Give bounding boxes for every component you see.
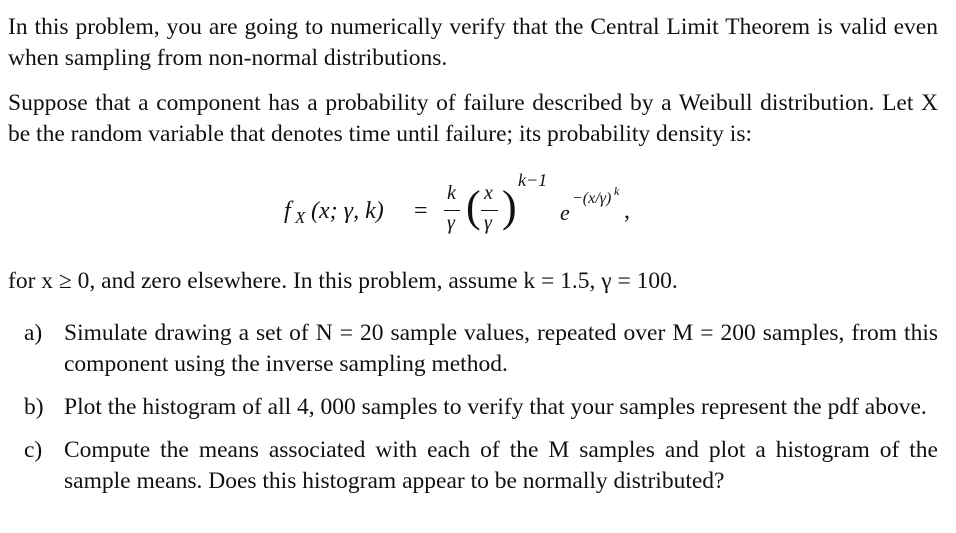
task-list (24, 318, 938, 497)
eq-f: f (284, 198, 291, 224)
eq-exp-base: e (560, 200, 570, 225)
eq-paren-open: ( (466, 182, 481, 231)
eq-paren-close: ) (502, 182, 517, 231)
task-text-a: Simulate drawing a set of N = 20 sample values, repeated over M = 200 samples, from this component using the inverse sampling method. (64, 320, 938, 377)
condition-block (8, 266, 938, 297)
intro-paragraph: In this problem, you are going to numerically verify that the Central Limit Theorem is valid even when sampling from non-normal distributions. (8, 14, 938, 71)
task-marker-b: b) (24, 394, 44, 420)
eq-frac2-line (481, 210, 498, 211)
eq-frac2-num: x (484, 182, 493, 204)
eq-equals: = (414, 198, 428, 224)
setup-paragraph: Suppose that a component has a probability of failure described by a Weibull distribution. Let X be the random variable that denotes time until failure; its probability density is: (8, 90, 938, 147)
eq-exp-power: −(x/γ) (572, 190, 612, 207)
task-marker-c: c) (24, 437, 43, 463)
eq-exp-power-k: k (614, 184, 620, 198)
eq-args: (x; γ, k) (311, 198, 384, 224)
condition-paragraph: for x ≥ 0, and zero elsewhere. In this problem, assume k = 1.5, γ = 100. (8, 268, 678, 294)
eq-frac1-line (444, 210, 460, 211)
eq-frac1-num: k (447, 182, 456, 204)
eq-frac1-den: γ (447, 212, 455, 234)
task-marker-a: a) (24, 320, 43, 346)
task-text-c: Compute the means associated with each of the M samples and plot a histogram of the sample means. Does this histogram appear to be normally distributed? (64, 437, 938, 494)
task-item-c (24, 435, 938, 497)
eq-frac2-den: γ (484, 212, 492, 234)
pdf-equation (284, 172, 704, 252)
eq-comma: , (624, 198, 630, 224)
eq-subscript: X (295, 208, 306, 227)
task-text-b: Plot the histogram of all 4, 000 samples to verify that your samples represent the pdf above. (64, 394, 927, 420)
task-item-b (24, 392, 938, 423)
problem-text (8, 12, 938, 150)
eq-power: k−1 (518, 170, 548, 190)
task-item-a (24, 318, 938, 380)
